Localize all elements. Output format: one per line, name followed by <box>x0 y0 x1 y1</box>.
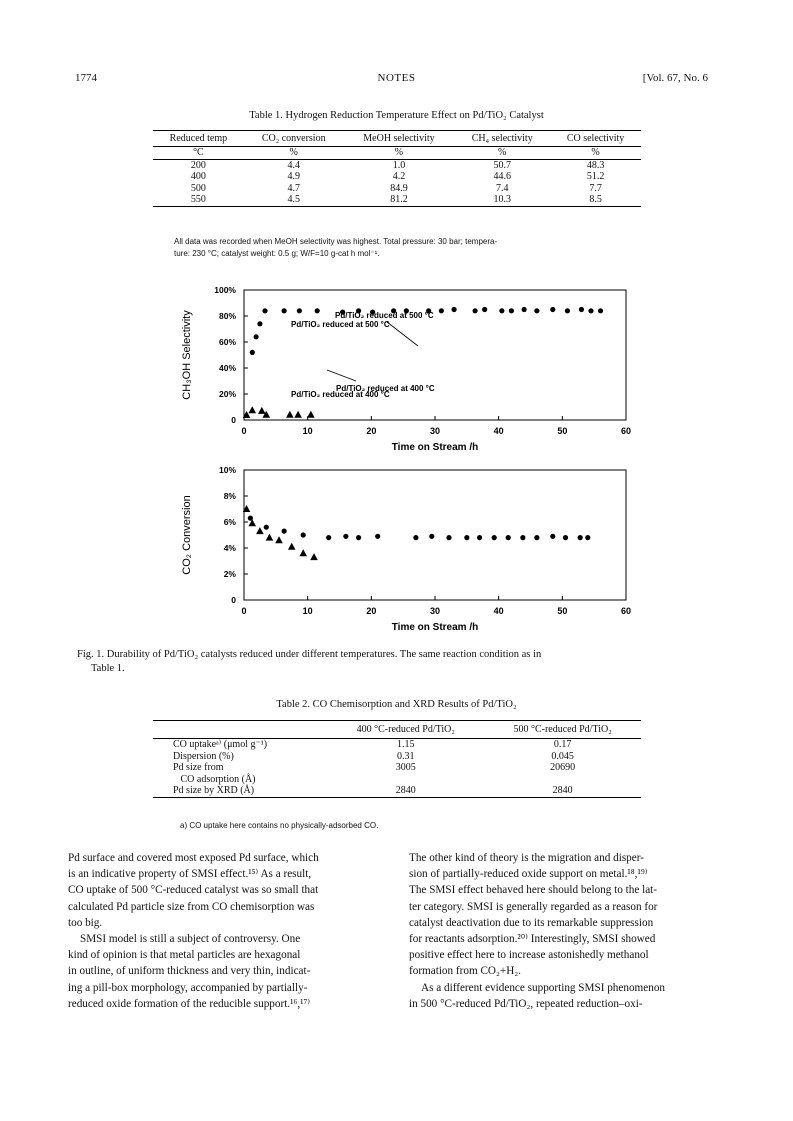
data-point-circle <box>506 535 511 540</box>
x-axis-label: Time on Stream /h <box>391 622 479 633</box>
x-tick-label: 40 <box>493 606 504 616</box>
data-point-triangle <box>266 534 274 541</box>
table-cell: 2840 <box>484 785 641 797</box>
table1-note-line1: All data was recorded when MeOH selectivity was highest. Total pressure: 30 bar; tempera- <box>174 237 498 246</box>
table-row <box>153 751 641 763</box>
table-cell: 50.7 <box>493 159 511 171</box>
table2-footnote: a) CO uptake here contains no physically-adsorbed CO. <box>180 821 379 830</box>
data-point-triangle <box>286 411 294 418</box>
table-cell: Pd size from <box>173 762 224 773</box>
x-tick-label: 60 <box>620 426 632 436</box>
data-point-circle <box>343 534 348 539</box>
data-point-triangle <box>310 553 318 560</box>
y-tick-label: 6% <box>223 517 236 527</box>
text-line: reduced oxide formation of the reducible support.¹⁶,¹⁷⁾ <box>68 997 311 1010</box>
text-line: CO uptake of 500 °C-reduced catalyst was so small that <box>68 884 319 897</box>
y-tick-label: 0 <box>231 595 236 605</box>
data-point-circle <box>257 321 262 326</box>
table-cell: 81.2 <box>344 194 455 206</box>
table-row <box>153 785 641 797</box>
y-tick-label: 40% <box>218 363 236 373</box>
table-cell: 7.7 <box>589 182 602 194</box>
x-tick-label: 30 <box>429 606 441 616</box>
y-tick-label: 100% <box>214 285 236 295</box>
table-cell: CO uptakeᵃ⁾ (μmol g⁻¹) <box>173 739 268 750</box>
table2-caption: Table 2. CO Chemisorption and XRD Results of Pd/TiO₂ <box>276 699 517 710</box>
data-point-circle <box>534 535 539 540</box>
data-point-circle <box>499 308 504 313</box>
annotation-pointer <box>387 322 418 346</box>
table2-header <box>153 721 327 739</box>
data-point-circle <box>534 308 539 313</box>
table1-header: MeOH selectivity <box>344 131 455 147</box>
figure1-caption <box>77 648 541 676</box>
table-cell: 4.4 <box>287 159 300 171</box>
data-point-triangle <box>258 407 266 414</box>
table-cell: 7.4 <box>495 182 509 194</box>
x-tick-label: 50 <box>557 606 568 616</box>
text-line: kind of opinion is that metal particles are hexagonal <box>68 949 301 962</box>
y-tick-label: 8% <box>223 491 236 501</box>
table-cell: 44.6 <box>493 171 511 182</box>
data-point-circle <box>522 307 527 312</box>
y-axis-label: CH₃OH Selectivity <box>181 310 193 400</box>
data-point-circle <box>326 535 331 540</box>
chart-annotation: Pd/TiO₂ reduced at 500 °C <box>291 320 390 329</box>
table-cell: 200 <box>190 159 206 171</box>
y-axis-label: CO₂ Conversion <box>181 495 193 575</box>
text-line: in 500 °C-reduced Pd/TiO₂, repeated reduction–oxi- <box>409 997 643 1010</box>
table-cell: 84.9 <box>390 182 408 194</box>
data-point-circle <box>464 535 469 540</box>
table1 <box>153 130 641 207</box>
text-line: too big. <box>68 916 103 929</box>
table1-caption: Table 1. Hydrogen Reduction Temperature Effect on Pd/TiO₂ Catalyst <box>249 110 544 121</box>
x-axis-label: Time on Stream /h <box>391 442 479 453</box>
chart-annotation: Pd/TiO₂ reduced at 400 °C <box>291 390 390 399</box>
data-point-triangle <box>294 411 302 418</box>
chart-annotation: Pd/TiO₂ reduced at 500 °C <box>335 311 434 320</box>
table1-unit: % <box>454 147 550 160</box>
text-line: ter category. SMSI is generally regarded as a reason for <box>409 900 658 913</box>
data-point-circle <box>262 308 267 313</box>
data-point-circle <box>315 308 320 313</box>
data-point-circle <box>565 308 570 313</box>
table-cell: CO adsorption (Å) <box>173 773 256 785</box>
table-cell: 4.9 <box>287 171 300 182</box>
text-line: for reactants adsorption.²⁰⁾ Interestingly, SMSI showed <box>409 933 656 946</box>
data-point-circle <box>452 307 457 312</box>
data-point-circle <box>446 535 451 540</box>
y-tick-label: 60% <box>218 337 236 347</box>
x-tick-label: 20 <box>366 426 377 436</box>
data-point-circle <box>356 535 361 540</box>
table-cell: 0.045 <box>551 750 574 762</box>
table-row <box>153 194 641 206</box>
data-point-circle <box>585 535 590 540</box>
conversion-chart <box>181 311 631 633</box>
table-cell: 1.0 <box>392 159 406 171</box>
figure1-caption-line2: Table 1. <box>91 663 125 674</box>
text-line: is an indicative property of SMSI effect.¹⁵⁾ As a result, <box>68 868 312 881</box>
data-point-triangle <box>275 536 283 543</box>
x-tick-label: 0 <box>241 606 247 616</box>
volume-info: [Vol. 67, No. 6 <box>642 72 708 84</box>
table-cell: 1.15 <box>396 739 415 750</box>
table-row <box>153 171 641 183</box>
y-tick-label: 0 <box>231 415 236 425</box>
data-point-circle <box>439 308 444 313</box>
data-point-circle <box>520 535 525 540</box>
table1-unit: % <box>550 147 641 160</box>
data-point-triangle <box>256 527 264 534</box>
text-line: As a different evidence supporting SMSI phenomenon <box>421 981 666 994</box>
data-point-circle <box>509 308 514 313</box>
data-point-circle <box>550 534 555 539</box>
x-tick-label: 30 <box>429 426 441 436</box>
text-line: SMSI model is still a subject of controversy. One <box>80 933 301 946</box>
data-point-circle <box>598 308 603 313</box>
table-row <box>153 762 641 774</box>
data-point-circle <box>282 529 287 534</box>
data-point-triangle <box>299 549 307 556</box>
data-point-circle <box>429 534 434 539</box>
table-cell: 0.31 <box>396 750 415 762</box>
table-cell: 0.17 <box>553 739 572 750</box>
table-cell: 4.5 <box>244 194 344 206</box>
page-number: 1774 <box>75 72 97 84</box>
table-row <box>153 739 641 751</box>
left-column <box>68 850 386 1012</box>
table1-unit: % <box>244 147 344 160</box>
data-point-circle <box>588 308 593 313</box>
table-cell <box>327 774 484 786</box>
table1-note-line2: ture: 230 °C; catalyst weight: 0.5 g; W/F=10 g-cat h mol⁻¹. <box>174 249 380 258</box>
data-point-circle <box>301 532 306 537</box>
table-cell: 4.7 <box>287 182 300 194</box>
data-point-circle <box>579 307 584 312</box>
table-row <box>153 159 641 171</box>
annotation-pointer <box>327 370 356 381</box>
table2-header: 400 °C-reduced Pd/TiO₂ <box>327 721 484 739</box>
table-row <box>153 183 641 195</box>
table-cell: Dispersion (%) <box>173 750 234 762</box>
data-point-circle <box>413 535 418 540</box>
x-tick-label: 20 <box>366 606 377 616</box>
table-cell: 4.2 <box>392 171 406 182</box>
figure1-caption-line1: Fig. 1. Durability of Pd/TiO₂ catalysts reduced under different temperatures. The same reaction condition as in <box>77 649 542 660</box>
table-cell <box>484 774 641 786</box>
data-point-triangle <box>248 406 256 413</box>
y-tick-label: 2% <box>223 569 236 579</box>
text-line: ing a pill-box morphology, accompanied by partially- <box>68 981 308 994</box>
chart-annotation: Pd/TiO₂ reduced at 400 °C <box>336 384 435 393</box>
y-tick-label: 4% <box>223 543 236 553</box>
data-point-circle <box>578 535 583 540</box>
data-point-triangle <box>307 411 315 418</box>
table1-header: CH₄ selectivity <box>454 131 550 147</box>
y-tick-label: 80% <box>218 311 236 321</box>
table-cell: 2840 <box>327 785 484 797</box>
table-cell: 550 <box>153 194 244 206</box>
table-cell: 51.2 <box>586 171 605 182</box>
table-row <box>153 774 641 786</box>
table-cell: 400 <box>190 171 206 182</box>
right-column <box>409 850 727 1012</box>
table1-header: Reduced temp <box>153 131 244 147</box>
table-cell: 48.3 <box>586 159 605 171</box>
x-tick-label: 40 <box>493 426 504 436</box>
data-point-circle <box>482 307 487 312</box>
table1-unit: % <box>344 147 455 160</box>
x-tick-label: 60 <box>620 606 632 616</box>
data-point-circle <box>492 535 497 540</box>
text-line: The SMSI effect behaved here should belong to the lat- <box>409 884 658 897</box>
text-line: positive effect here to increase astonishedly methanol <box>409 949 649 962</box>
data-point-circle <box>282 308 287 313</box>
x-tick-label: 10 <box>302 606 313 616</box>
data-point-triangle <box>288 543 296 550</box>
y-tick-label: 20% <box>218 389 236 399</box>
data-point-circle <box>375 534 380 539</box>
running-head: NOTES <box>377 72 416 84</box>
data-point-circle <box>297 308 302 313</box>
x-tick-label: 0 <box>241 426 247 436</box>
table-cell: 8.5 <box>550 194 641 206</box>
table-cell: 10.3 <box>454 194 550 206</box>
table1-header: CO selectivity <box>550 131 641 147</box>
text-line: catalyst deactivation due to its remarkable suppression <box>409 916 654 929</box>
data-point-circle <box>473 308 478 313</box>
y-tick-label: 10% <box>218 465 236 475</box>
x-tick-label: 50 <box>557 426 568 436</box>
text-line: in outline, of uniform thickness and very thin, indicat- <box>68 965 311 978</box>
text-line: formation from CO₂+H₂. <box>409 965 521 978</box>
data-point-circle <box>253 334 258 339</box>
table1-header: CO₂ conversion <box>244 131 344 147</box>
table-cell: 500 <box>190 182 206 194</box>
table2-header: 500 °C-reduced Pd/TiO₂ <box>484 721 641 739</box>
text-line: Pd surface and covered most exposed Pd surface, which <box>68 852 319 864</box>
data-point-circle <box>477 535 482 540</box>
data-point-circle <box>563 535 568 540</box>
table-cell: Pd size by XRD (Å) <box>153 785 327 797</box>
x-tick-label: 10 <box>302 426 313 436</box>
table2 <box>153 720 641 798</box>
table-cell: 20690 <box>550 762 576 773</box>
data-point-circle <box>264 525 269 530</box>
data-point-circle <box>250 350 255 355</box>
table1-unit: °C <box>153 147 244 160</box>
figure1 <box>160 280 640 640</box>
text-line: calculated Pd particle size from CO chemisorption was <box>68 900 315 913</box>
text-line: The other kind of theory is the migration and disper- <box>409 852 644 864</box>
text-line: sion of partially-reduced oxide support on metal.¹⁸,¹⁹⁾ <box>409 868 648 881</box>
data-point-circle <box>550 307 555 312</box>
table-cell: 3005 <box>395 762 416 773</box>
